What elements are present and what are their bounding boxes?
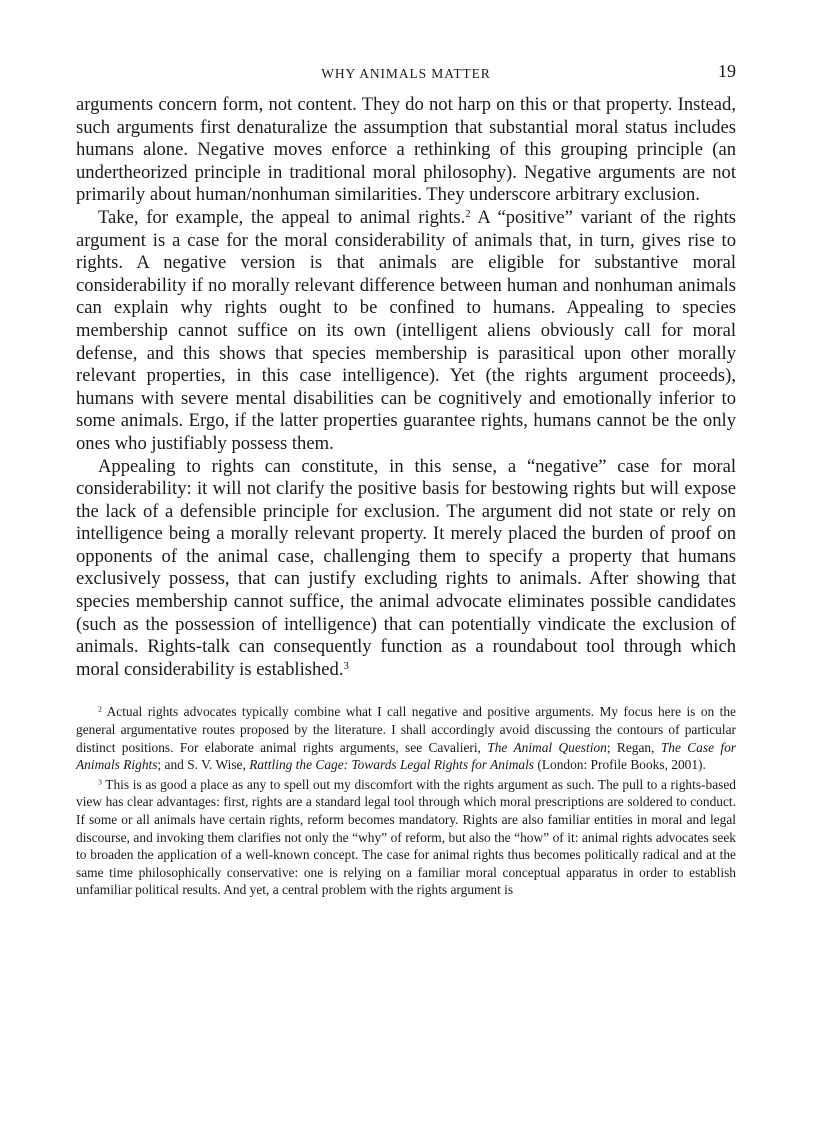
paragraph-2-text-a: Take, for example, the appeal to animal rights.: [98, 206, 466, 228]
paragraph-1: arguments concern form, not content. They do not harp on this or that property. Instead, such arguments first denaturalize the assumption that substantial moral status includes humans alone. Negative moves enforce a rethinking of this grouping principle (an undertheorized principle in traditional moral philosophy). Negative arguments are not primarily about human/nonhuman similarities. They underscore arbitrary exclusion.: [76, 94, 736, 206]
footnote-3-text: This is as good a place as any to spell out my discomfort with the rights argument as such. The pull to a rights-based view has clear advantages: first, rights are a standard legal tool through which moral prescriptions are soldered to conduct. If some or all animals have certain rights, reform becomes mandatory. Rights are also familiar entities in moral and legal discourse, and invoking them clarifies not only the “why” of reform, but also the “how” of it: animal rights advocates seek to broaden the application of a well-known concept. The case for animal rights thus becomes politically radical and at the same time philosophically conservative: one is relying on a familiar moral conceptual apparatus in order to establish unfamiliar political results. And yet, a central problem with the rights argument is: [76, 776, 736, 898]
footnote-2-text-a: Actual rights advocates typically combine what I call negative and positive arguments. My focus here is on the general argumentative routes proposed by the literature. I shall accordingly avoid discussing the contours of particular distinct positions. For elaborate animal rights arguments, see Cavalieri,: [76, 704, 736, 755]
paragraph-3: [76, 456, 736, 682]
footnote-2-text-b: ; Regan,: [606, 739, 661, 755]
footnote-3: [76, 776, 736, 899]
footnote-2-text-c: ; and S. V. Wise,: [157, 757, 250, 773]
footnote-ref-2: 2: [465, 208, 471, 221]
footnotes: [76, 703, 736, 899]
footnote-2-title-2: The Case for Animals Rights: [76, 739, 736, 773]
page-number: 19: [718, 61, 736, 81]
footnote-ref-3: 3: [343, 659, 349, 672]
body-text: [76, 94, 736, 681]
footnote-2-text-d: (London: Profile Books, 2001).: [534, 757, 706, 773]
running-title: WHY ANIMALS MATTER: [321, 66, 491, 81]
book-page: [76, 58, 736, 899]
footnote-2-mark: 2: [98, 705, 102, 715]
paragraph-3-text: Appealing to rights can constitute, in this sense, a “negative” case for moral considerability: it will not clarify the positive basis for bestowing rights but will expose the lack of a defensible principle for exclusion. The argument did not state or rely on intelligence being a morally relevant property. It merely placed the burden of proof on opponents of the animal case, challenging them to specify a property that humans exclusively possess, that can justify excluding rights to animals. After showing that species membership cannot suffice, the animal advocate eliminates possible candidates (such as the possession of intelligence) that can potentially vindicate the exclusion of animals. Rights-talk can consequently function as a roundabout tool through which moral considerability is established.: [76, 455, 736, 680]
paragraph-2-text-b: A “positive” variant of the rights argument is a case for the moral considerability of animals that, in turn, gives rise to rights. A negative version is that animals are eligible for substantive moral considerability if no morally relevant difference between human and nonhuman animals can explain why rights ought to be confined to humans. Appealing to species membership cannot suffice on its own (intelligent aliens obviously call for moral defense, and this shows that species membership is parasitical upon other morally relevant properties, in this case intelligence). Yet (the rights argument proceeds), humans with severe mental disabilities can be cognitively and emotionally inferior to some animals. Ergo, if the latter properties guarantee rights, humans cannot be the only ones who justifiably possess them.: [76, 206, 736, 454]
footnote-2-title-3: Rattling the Cage: Towards Legal Rights for Animals: [249, 757, 535, 773]
footnote-2: [76, 703, 736, 773]
footnote-2-title-1: The Animal Question: [487, 739, 607, 755]
running-header: [76, 58, 736, 88]
footnote-3-mark: 3: [98, 777, 102, 787]
paragraph-2: [76, 207, 736, 456]
